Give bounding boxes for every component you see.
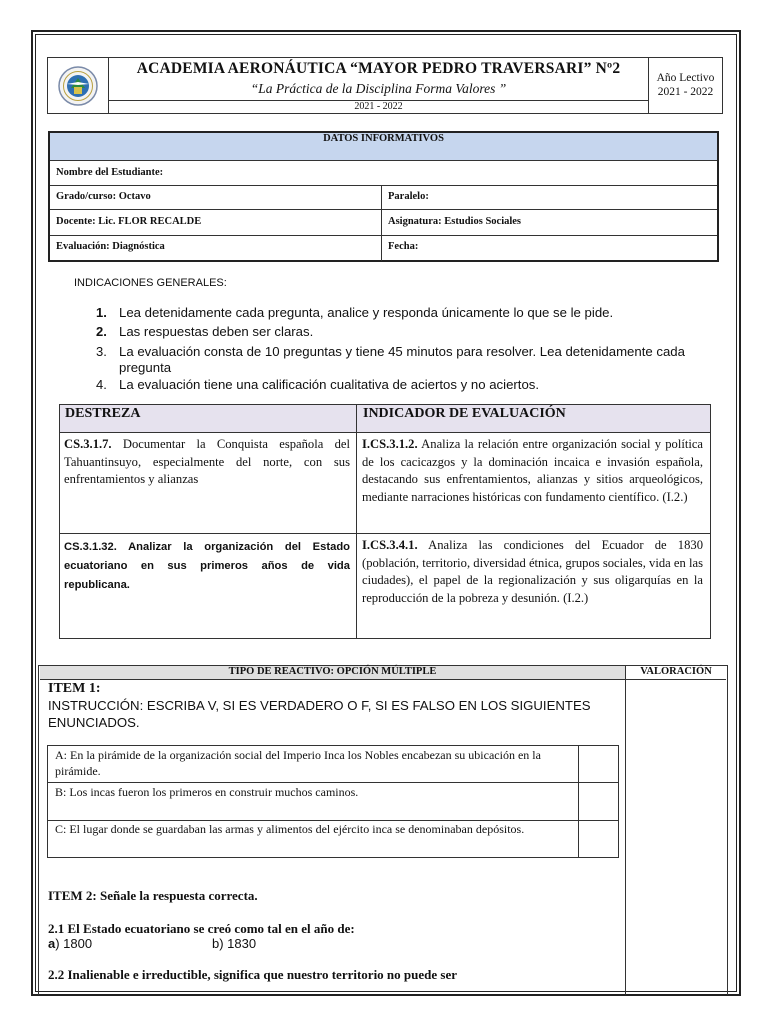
- question-2-1: 2.1 El Estado ecuatoriano se creó como tal en el año de:: [48, 921, 355, 936]
- row-divider: [50, 209, 717, 210]
- skill-text: Documentar la Conquista española del Tahuantinsuyo, especialmente del norte, con sus enfrentamientos y alianzas: [64, 437, 350, 486]
- instruction-number: 4.: [96, 377, 107, 392]
- option-a-text: ) 1800: [55, 936, 93, 951]
- academy-logo-icon: [47, 57, 109, 114]
- paralelo-field[interactable]: Paralelo:: [388, 191, 429, 202]
- statement-a: A: En la pirámide de la organización social del Imperio Inca los Nobles encabezan su ubicación en la pirámide.: [55, 748, 541, 778]
- row-divider: [48, 782, 618, 783]
- skill-header: DESTREZA: [65, 406, 141, 421]
- instruction-number: 3.: [96, 344, 107, 359]
- indicator-text: Analiza las condiciones del Ecuador de 1830 (población, territorio, diversidad étnica, grupos sociales, vida en las ciudades), el papel de la regionalización y sus oligarquías en la reproducción de la pobreza y desunión. (I.2.): [362, 538, 703, 605]
- school-year: 2021 - 2022: [354, 101, 403, 112]
- instruction-item: Las respuestas deben ser claras.: [119, 324, 314, 339]
- skill-code: CS.3.1.7.: [64, 437, 112, 451]
- skill-code: CS.3.1.32.: [64, 541, 117, 553]
- valoracion-divider: [625, 665, 626, 995]
- indicator-cell: [362, 436, 703, 506]
- instruction-number: 2.: [96, 324, 107, 339]
- teacher-field: Docente: Lic. FLOR RECALDE: [56, 216, 202, 227]
- logo-cell: [47, 57, 109, 114]
- option-a-letter: a: [48, 936, 56, 951]
- option-b[interactable]: b) 1830: [212, 936, 257, 951]
- date-field[interactable]: Fecha:: [388, 241, 419, 252]
- row-divider: [60, 533, 710, 534]
- statement-b: B: Los incas fueron los primeros en construir muchos caminos.: [55, 785, 359, 799]
- datos-title: DATOS INFORMATIVOS: [323, 133, 444, 144]
- instruction-number: 1.: [96, 305, 107, 320]
- grade-field: Grado/curso: Octavo: [56, 191, 151, 202]
- instruction-item: Lea detenidamente cada pregunta, analice y responda únicamente lo que se le pide.: [119, 305, 614, 320]
- question-2-2: 2.2 Inalienable e irreductible, significa que nuestro territorio no puede ser: [48, 967, 457, 982]
- instructions-title: INDICACIONES GENERALES:: [74, 277, 227, 289]
- question-type-header: TIPO DE REACTIVO: OPCIÓN MÚLTIPLE: [228, 666, 437, 677]
- col-divider: [356, 405, 357, 638]
- indicator-text: Analiza la relación entre organización social y política de los cacicazgos y la dominación incaica e invasión española, destacando sus enfrentamientos, alianzas y sitios arqueológicos, mediante narraciones históricas con fundamento científico. (I.2.): [362, 437, 703, 504]
- instruction-item: La evaluación tiene una calificación cualitativa de aciertos y no aciertos.: [119, 377, 540, 392]
- row-divider: [50, 185, 717, 186]
- option-a[interactable]: [48, 936, 92, 951]
- answer-box-c[interactable]: [579, 821, 618, 857]
- statement-c: C: El lugar donde se guardaban las armas y alimentos del ejército inca se denominaban depósitos.: [55, 822, 525, 836]
- school-title: ACADEMIA AERONÁUTICA “MAYOR PEDRO TRAVERSARI” Nº2: [136, 60, 621, 77]
- col-divider: [381, 185, 382, 261]
- indicator-code: I.CS.3.4.1.: [362, 538, 418, 552]
- indicator-code: I.CS.3.1.2.: [362, 437, 418, 451]
- student-name-field[interactable]: Nombre del Estudiante:: [56, 167, 164, 178]
- lectivo-value: 2021 - 2022: [657, 86, 714, 98]
- skill-cell: [64, 538, 350, 595]
- subject-field: Asignatura: Estudios Sociales: [388, 216, 522, 227]
- item1-instruction: INSTRUCCIÓN: ESCRIBA V, SI ES VERDADERO O F, SI ES FALSO EN LOS SIGUIENTES ENUNCIADOS.: [48, 698, 591, 730]
- instruction-item: La evaluación consta de 10 preguntas y tiene 45 minutos para resolver. Lea detenidamente cada pregunta: [119, 344, 685, 375]
- indicator-cell: [362, 537, 703, 607]
- indicator-header: INDICADOR DE EVALUACIÓN: [363, 406, 566, 421]
- answer-box-b[interactable]: [579, 783, 618, 820]
- skill-cell: [64, 436, 350, 489]
- item1-title: ITEM 1:: [48, 681, 101, 696]
- row-divider: [50, 235, 717, 236]
- school-motto: “La Práctica de la Disciplina Forma Valores ”: [250, 81, 507, 96]
- valoracion-header: VALORACIÓN: [640, 666, 712, 677]
- item2-title: ITEM 2: Señale la respuesta correcta.: [48, 888, 258, 903]
- answer-box-a[interactable]: [579, 747, 618, 782]
- evaluation-type-field: Evaluación: Diagnóstica: [56, 241, 165, 252]
- skill-text: Analizar la organización del Estado ecuatoriano en sus primeros años de vida republicana.: [64, 541, 350, 591]
- lectivo-label: Año Lectivo: [656, 72, 715, 84]
